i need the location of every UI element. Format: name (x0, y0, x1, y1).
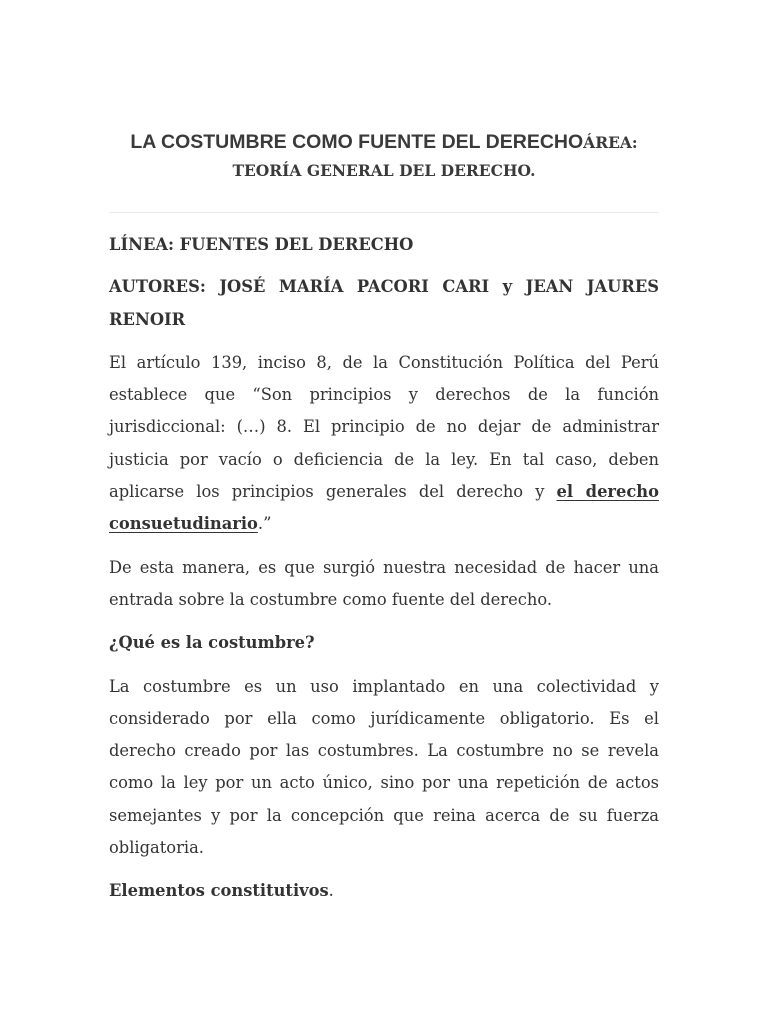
authors: AUTORES: JOSÉ MARÍA PACORI CARI y JEAN JAURES RENOIR (109, 277, 659, 329)
paragraph-constitution (109, 347, 659, 541)
title-divider (109, 212, 659, 213)
derecho-consuetudinario-link[interactable]: el derecho consuetudinario (109, 482, 659, 534)
heading-elementos-end: . (328, 881, 334, 901)
title-line-1 (109, 128, 659, 157)
title-tail: ÁREA: (583, 133, 638, 152)
paragraph-constitution-end: .” (257, 514, 272, 534)
paragraph-constitution-text: El artículo 139, inciso 8, de la Constitución Política del Perú establece que “Son principios y derechos de la función jurisdiccional: (…) 8. El principio de no dejar de administrar justicia por vacío o deficiencia de la ley. En tal caso, deben aplicarse los principios generales del derecho y (109, 352, 659, 502)
title-line-2: TEORÍA GENERAL DEL DERECHO. (232, 161, 536, 180)
document-title (109, 128, 659, 185)
line-label: LÍNEA: FUENTES DEL DERECHO (109, 235, 414, 254)
paragraph-intro: De esta manera, es que surgió nuestra necesidad de hacer una entrada sobre la costumbre como fuente del derecho. (109, 557, 659, 609)
heading-elementos-text: Elementos constitutivos (109, 881, 329, 901)
title-main: LA COSTUMBRE COMO FUENTE DEL DERECHO (130, 131, 584, 153)
paragraph-definition: La costumbre es un uso implantado en una colectividad y considerado por ella como jurídicamente obligatorio. Es el derecho creado por las costumbres. La costumbre no se revela como la ley por un acto único, sino por una repetición de actos semejantes y por la concepción que reina acerca de su fuerza obligatoria. (109, 676, 659, 858)
heading-que-es-costumbre: ¿Qué es la costumbre? (109, 633, 315, 653)
document-page (109, 0, 659, 908)
heading-elementos (109, 875, 659, 907)
